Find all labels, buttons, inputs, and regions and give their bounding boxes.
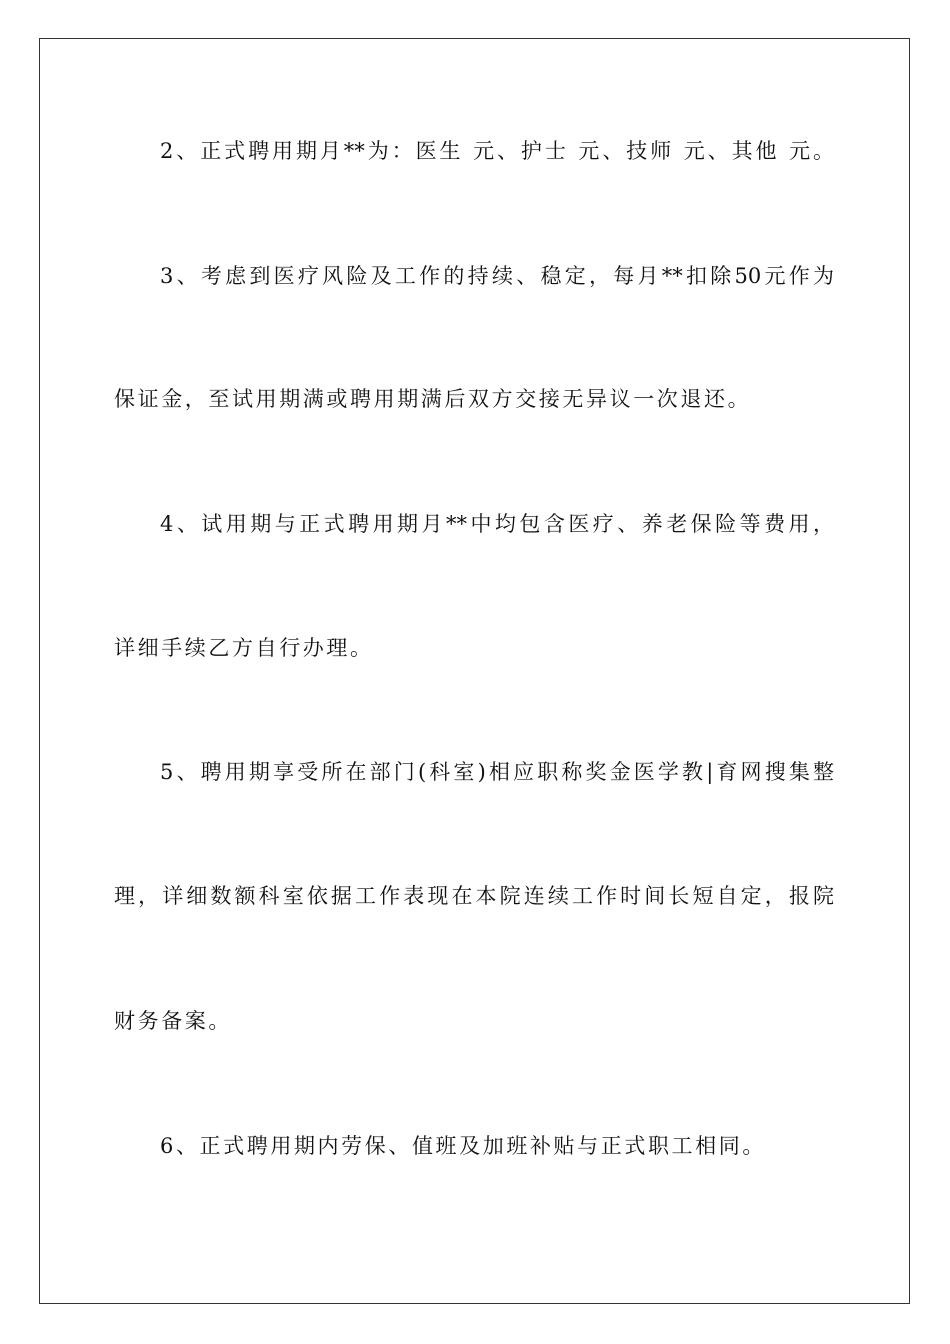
paragraph-4-line-2: 详细手续乙方自行办理。 [114, 636, 374, 660]
paragraph-3-line-1: 3、考虑到医疗风险及工作的持续、稳定，每月**扣除50元作为 [160, 264, 834, 288]
paragraph-3-line-2: 保证金，至试用期满或聘用期满后双方交接无异议一次退还。 [114, 387, 752, 411]
paragraph-5-line-3: 财务备案。 [114, 1009, 232, 1033]
paragraph-5-line-2: 理，详细数额科室依据工作表现在本院连续工作时间长短自定，报院 [114, 884, 834, 908]
paragraph-5-line-1: 5、聘用期享受所在部门(科室)相应职称奖金医学教|育网搜集整 [160, 760, 834, 784]
paragraph-4-line-1: 4、试用期与正式聘用期月**中均包含医疗、养老保险等费用， [160, 512, 834, 536]
paragraph-2-line-1: 2、正式聘用期月**为：医生 元、护士 元、技师 元、其他 元。 [160, 139, 834, 163]
paragraph-6-line-1: 6、正式聘用期内劳保、值班及加班补贴与正式职工相同。 [160, 1134, 766, 1158]
page-border [39, 38, 910, 1304]
